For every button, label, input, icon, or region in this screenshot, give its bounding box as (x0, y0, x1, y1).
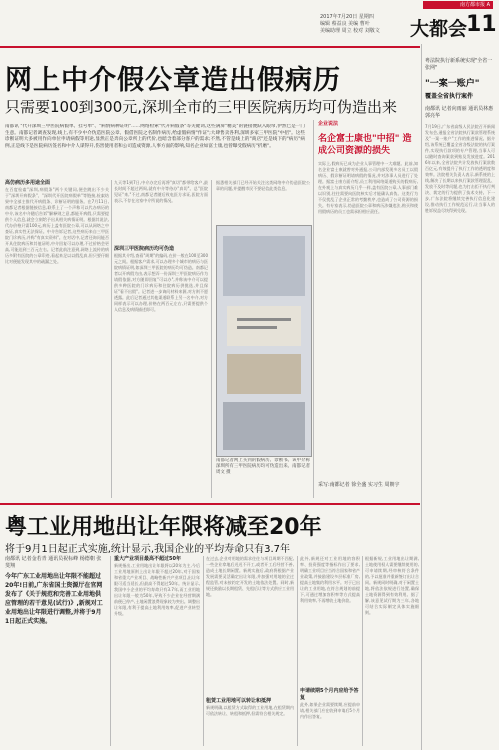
story1-col1-text: 在百度检索"深圳,病假条"两个关键词,便会跳出不少关于"深圳开病假条"、"深圳代开医院病假单"等链接,检索结果中全部主推代开病假条、诊断证明的服务。在7月11日,南都记者根据链接信息,联系上了一个声称可以代办病历的中介,该名中介随后告诉"解释则之意,都能开病假,只需要提供个人信息,就会立刻给予出具相关病情证明。根据其说法,代办价格只需100元,病历上盖有医院公章,可以从网络之中查证,真实性无法保证。中介告诉记者,这些病历来自三甲医院门诊病历,并称"有真实资料"。在对话中,记者还询问能否开具住院病历和其他证明,中介回复可以办理,不过价格会更高,可能达到三百元左右。记者此前注意到,网络上流传的病历多附有医院的公章印迹,看起来足以以假乱真,但只要仔细比对便能发现其中的疏漏之处。 (5, 187, 109, 264)
story2-col4 (300, 556, 360, 746)
story1-headline: 网上中介假公章造出假病历 (5, 65, 341, 96)
right-kicker: 粤法院执行新系统实现"全省一张网" (425, 58, 493, 71)
story2-sub1: 重大产业项目最高不超过50年 (114, 556, 181, 562)
photo-illustration (217, 226, 311, 456)
story2-col5-text: 根据新规,工业用地出让期满,土地使用权人需要继续使用的,可申请续期,经审核符合条件的,予以批准并重新签订出让合同。新规同时明确,对于闲置土地,将依法依规进行处置,确保土地资源得到有效利用。据了解,该意见试行期为三年,各地可结合实际制定具体实施细则。 (365, 556, 419, 615)
right-column (425, 58, 495, 746)
story1-sub1: 高仿病历多用途全面 (5, 180, 51, 186)
commentary-byline: 采写:南都记者 徐全盛 实习生 周朝宇 (318, 482, 400, 488)
story2-col4-text-a: 此外,新规还对工业用地的容积率、投资强度等指标作出了要求,明确工业项目应当符合国家和省产业政策,并鼓励建设多层标准厂房,提高土地集约利用水平。对于已出让的工业用地,在符合规划的前提下,可通过增加容积率等方式提高利用效率,不再增收土地价款。 (300, 556, 360, 603)
section-title: 大都会 (410, 18, 468, 40)
masthead (0, 0, 499, 44)
story2-sub2: 租赁工业用地可以转让和抵押 (206, 698, 272, 704)
mid-rule (0, 503, 420, 505)
issue-date: 2017年7月20日 星期四 (320, 14, 374, 20)
proofreader-line: 美编助理 周立 校对 刘敬文 (320, 28, 380, 34)
story2-lead-text: 今年广东工业用地出让年限不能超过20年!日前,广东省国土资源厅在官网发布了《关于规范和完善工业用地供应管理的若干意见(试行)》,新规对工业用地出让年限进行调整,并将于9月1日起正式实施。 (5, 573, 103, 625)
story2-col3-text-a: 在过去,企业对用地的需求往往与项目周期不匹配,一些企业拿地后迟迟不开工,或者开工后经营不善,造成土地长期闲置。新规实施后,政府将根据产业发展需要灵活确定出让年限,并加强对用地的全过程监管,对未按约定开发的土地依法处置。同时,新规还鼓励以长期租赁、先租后让等方式供应工业用地。 (206, 556, 294, 597)
story2-col3 (206, 556, 294, 746)
story2-divider4 (362, 556, 363, 746)
story1-col2 (114, 180, 208, 498)
section-tag: 南方都市报 A (423, 1, 493, 9)
story2-col3-text-b: 新规明确,以租赁方式取得的工业用地,在租赁期内可依法转让、转租和抵押,但需符合相关规定。 (206, 705, 294, 716)
inset-photo-caption: 南都记者网上买到的假病历、诊断书。该中介称深圳所有三甲医院病历均可伪造出来。南都记者 周文 摄 (216, 458, 310, 475)
right-byline: 南都讯 记者向雨丽 通讯员林惠 郭亮华 (425, 106, 494, 119)
story2-col4-text-b: 此外,如果企业需要续期,应提前申请,相关部门应在收到申请后5个月内作出答复。 (300, 702, 360, 719)
right-col-divider (421, 44, 422, 750)
story2-divider1 (110, 556, 111, 746)
story2-col2 (114, 556, 200, 746)
story1-col3-text: 据悉相关部门已经开始关注这类网络中介伪造医院公章的问题,并提醒市民不要轻信此类信息。 (216, 180, 310, 191)
story2-sub3: 申请续期5个月内应给予答复 (300, 688, 359, 701)
story1-col2-text-a: 九天等1到7日,中介办完后再将"真切"都带给客户,最长时间不超过两周,就有中介等待办"真切"。总"医院见证"来,"不过,南都记者随后致电医方求证,医院方面表示,不存在这家中介所说的情况。 (114, 180, 208, 203)
story1-col2-text-b: 根据其介绍,查看"周期"的编码,在价一般在100至300元之间。根据客户需求,可以办理多个城市的病历与医院病情证明,如深圳三甲医院的病历均可伪造。南都记者以开病假为由,表示想弄一份深圳三甲医院病历作为请假依据,对方随即回复"可以办",并称该中介可以提供多种医院的门诊病历和住院病历供挑选,并且保证"看不出假"。记者进一步询问材料来源,对方则不愿透露。此后记者通过其他渠道联系上另一名中介,对方同样表示可以办理,价格在两百元左右,只需要提供个人信息及病情描述即可。 (114, 253, 208, 312)
commentary-title: 名企富士康也"中招" 造成公司资源的损失 (318, 134, 412, 156)
right-column-text: 7月19日,广东省高级人民法院召开新闻发布会,通报全省法院执行案款管理系统及"一案一账户"工作的推进情况。据介绍,该系统已覆盖全省各级法院的执行案件,实现执行款项的专户管理,当事人可以随时查询案款到账及发放进度。2016年以来,全省法院共计发放执行案款数百亿元,有效提升了执行工作的透明度和效率。法院相关负责人表示,新系统的上线,解决了长期以来执行案款管理混乱、发放不及时等问题,也为打击拒不执行判决、裁定的行为提供了技术支持。下一步,广东法院将继续完善执行信息化建设,推动执行工作规范运行,让当事人的胜诉权益尽快得到兑现。 (425, 124, 495, 213)
story2-divider2 (203, 556, 204, 746)
story1-lead: 南都讯 "代开深圳三甲医院病假单、挂号单"、"病情病种证明"……网络检索"代开病假条"等关键词,这些满屏"精美"的链接便跃入眼帘,伊然已是一门生意。南都记者调查发现,线上,有不少中介伪造医院公章、假借医院之名制作病历,给虚假病情"作证";大肆售卖各利,深圳多家三甲医院"中招"。这些诊断证明大多被用作向单位申请病假等用途,显然正是奔向公章所上的代价,也暗含着部分客户的需求;不然,不管是线上的"商店"还是线下的"病历"病例,正是线下是医院病历签名和中介人谋得开,伤害使用者和公司造成资源,人事方面的影响,知名企业如富士康,也曾曝受假病历"折磨"。 (5, 124, 305, 149)
story2-headline: 粤工业用地出让年限将减至20年 (5, 515, 322, 540)
inset-photo (216, 225, 312, 457)
commentary-kicker: 企业说法 (318, 121, 339, 127)
editor-line: 编辑 蔡益良 美编 曹叶 (320, 21, 370, 27)
page-number: 11 (466, 12, 497, 37)
top-rule (0, 46, 420, 48)
story2-subheadline: 将于9月1日起正式实施,统计显示,我国企业的平均寿命只有3.7年 (5, 544, 290, 555)
story1-sub2: 深圳三甲医院病历均可伪造 (114, 246, 175, 252)
story2-col2-text: 新规指出,工业用地出让年限将以20年为主,今后工业用地原则上出让年限不超过20年,对于国家和省重大产业项目、战略性新兴产业项目,出让年限可适当延长,但最高不得超过50年。统计显示,我国中小企业的平均寿命只有3.7年,而工业用地出让年限一般为50年,导致不少企业在经营期满前便已停产,土地闲置浪费现象较为突出。调整出让年限,有利于提高土地利用效率,促进产业转型升级。 (114, 563, 200, 616)
story2-byline: 南都讯 记者金若青 通讯员祝标峰 杨德朝 张斐翔 (5, 556, 102, 569)
story2-divider3 (297, 556, 298, 746)
commentary-text: 实际上,假病历已成为企业人事管理中一大难题。此前,知名企业富士康就曾对外通报,公司内部发现多名员工以假病历、假诊断证明请病假的情况,并对涉事人员进行了处理。据富士康方面介绍,员工利用网络渠道购买的假病历,在外观上与真实病历几乎一样,盖有医院公章,人事部门难以识别,往往需要向医院核实后才能确认真伪。这类行为不仅扰乱了企业正常的考勤秩序,也造成了公司资源的损失。有专家表示,伪造医院公章和病历涉嫌违法,购买和使用假病历的员工也需承担相应责任。 (318, 161, 418, 214)
story1-divider2 (211, 180, 212, 498)
story1-subheadline: 只需要100到300元,深圳全市的三甲医院病历均可伪造出来 (5, 98, 398, 116)
story2-lead (5, 556, 105, 746)
story1-divider3 (313, 120, 314, 498)
right-title: "一案一账户" (425, 79, 480, 89)
right-subtitle: 覆盖全省执行案件 (425, 93, 474, 100)
story1-divider1 (111, 180, 112, 498)
commentary (318, 120, 418, 498)
story1-col1 (5, 180, 109, 498)
